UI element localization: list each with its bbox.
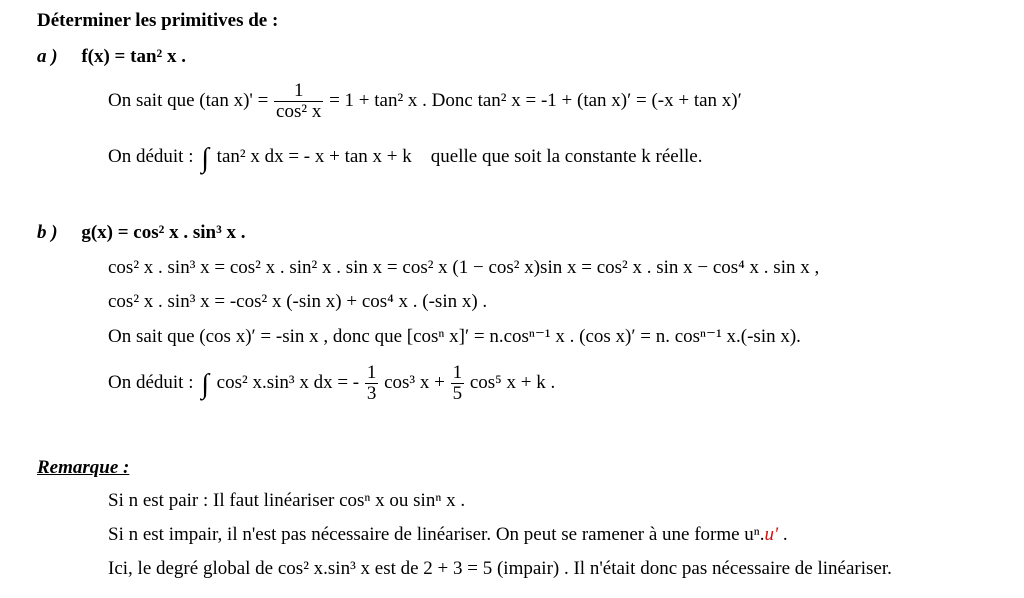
part-b-label: b ) [37,222,58,243]
part-b-integral-expression-a: cos² x.sin³ x dx = - [216,371,360,393]
part-a-label: a ) [37,46,58,67]
remarque-line2 [108,524,788,546]
integral-icon: ∫ [201,368,209,400]
part-a-integral-expression: tan² x dx = - x + tan x + k [216,146,412,167]
fraction-numerator: 1 [366,362,377,383]
remarque-line1: Si n est pair : Il faut linéariser cosⁿ x ou sinⁿ x . [108,490,466,511]
part-a-line1-suffix: = 1 + tan² x . Donc tan² x = -1 + (tan x)′ = (-x + tan x)′ [329,89,742,111]
fraction-one-third [365,363,379,404]
part-a-line1-prefix: On sait que (tan x)' = [108,89,269,111]
fraction-numerator: 1 [452,362,463,383]
part-b-line4-prefix: On déduit : [108,371,194,393]
remarque-title: Remarque : [37,457,130,478]
part-a-function: f(x) = tan² x . [81,46,186,67]
integral-icon: ∫ [201,143,209,174]
remarque-line2-end: . [778,524,788,545]
part-b-line1: cos² x . sin³ x = cos² x . sin² x . sin x = cos² x (1 − cos² x)sin x = cos² x . sin x − cos⁴ x . sin x , [108,257,820,278]
fraction-one-fifth [451,363,465,404]
fraction-one-over-cos2 [274,81,323,122]
fraction-denominator: 3 [366,382,377,404]
part-b-integral-expression-c: cos⁵ x + k . [469,371,556,393]
part-a-line1 [108,81,742,122]
part-b-function: g(x) = cos² x . sin³ x . [81,222,246,243]
fraction-denominator: 5 [452,382,463,404]
fraction-denominator: cos² x [276,100,322,122]
part-a-line2 [108,143,703,174]
fraction-numerator: 1 [274,81,323,102]
part-b-line4 [108,363,555,404]
part-b-integral-expression-b: cos³ x + [384,371,445,393]
part-a-line2-prefix: On déduit : [108,146,194,167]
part-b-heading [37,222,246,244]
page-title: Déterminer les primitives de : [37,10,279,31]
remarque-line2-main: Si n est impair, il n'est pas nécessaire de linéariser. On peut se ramener à une forme uⁿ. [108,524,765,545]
part-b-line2: cos² x . sin³ x = -cos² x (-sin x) + cos⁴ x . (-sin x) . [108,291,488,312]
part-a-line2-tail: quelle que soit la constante k réelle. [430,146,703,167]
part-b-line3: On sait que (cos x)′ = -sin x , donc que [cosⁿ x]′ = n.cosⁿ⁻¹ x . (cos x)′ = n. cosⁿ⁻¹ x.(-sin x). [108,326,801,347]
remarque-highlight: u' [764,524,779,545]
part-a-heading [37,46,186,68]
remarque-line3: Ici, le degré global de cos² x.sin³ x est de 2 + 3 = 5 (impair) . Il n'était donc pas nécessaire de linéariser. [108,558,892,579]
